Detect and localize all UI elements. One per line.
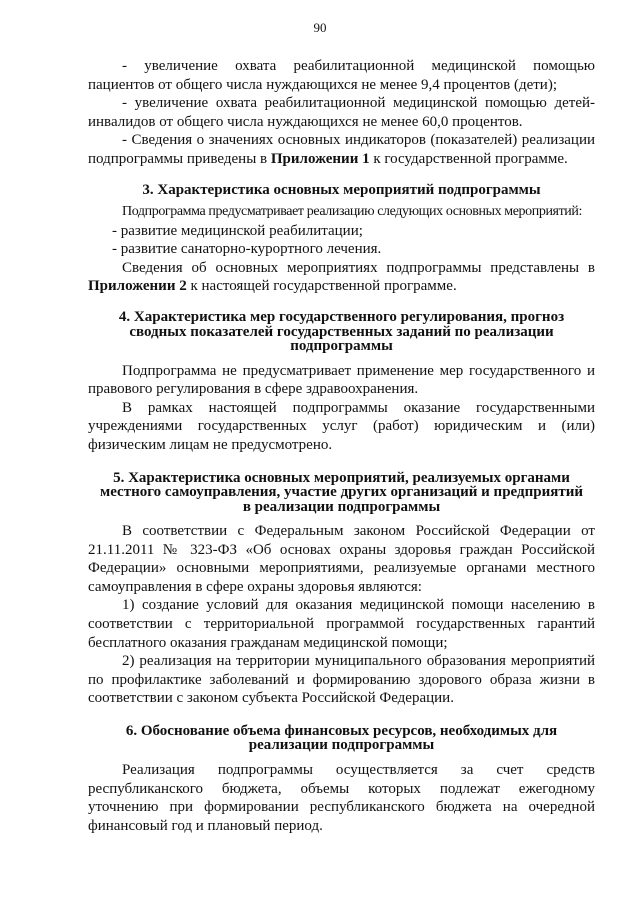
heading-line: местного самоуправления, участие других организаций и предприятий — [99, 484, 583, 500]
heading-line: подпрограммы — [290, 338, 393, 355]
paragraph-line: Реализация подпрограммы осуществляется за счет средств — [122, 761, 595, 778]
paragraph-line: - увеличение охвата реабилитационной медицинской помощью детей- — [122, 95, 595, 112]
section-heading: 3. Характеристика основных мероприятий подпрограммы — [142, 181, 541, 198]
paragraph-line: республиканского бюджета, объемы которых подлежат ежегодному — [88, 780, 595, 797]
paragraph-line: Подпрограмма не предусматривает применение мер государственного и — [122, 362, 595, 379]
paragraph-line: уточнению при формировании республиканского бюджета на очередной — [88, 799, 595, 816]
paragraph-line: 21.11.2011 № 323-ФЗ «Об основах охраны здоровья граждан Российской — [88, 541, 595, 558]
paragraph-line: соответствии с территориальной программой государственных гарантий — [88, 615, 595, 632]
heading-line: 5. Характеристика основных мероприятий, реализуемых органами — [113, 469, 570, 486]
heading-line: 4. Характеристика мер государственного регулирования, прогноз — [118, 309, 565, 326]
heading-line: 6. Обоснование объема финансовых ресурсов, необходимых для — [125, 722, 558, 739]
text-run: к государственной программе. — [369, 150, 568, 167]
appendix-reference: Приложении 1 — [270, 150, 370, 167]
section-heading — [88, 724, 595, 753]
paragraph-line: Федерации» основными мероприятиями, реализуемые органами местного — [88, 560, 595, 577]
paragraph-line: пациентов от общего числа нуждающихся не менее 9,4 процентов (дети); — [88, 76, 557, 93]
paragraph-line: инвалидов от общего числа нуждающихся не менее 60,0 процентов. — [88, 113, 523, 130]
heading-line: в реализации подпрограммы — [242, 498, 441, 515]
paragraph-line — [88, 150, 595, 169]
paragraph-line: по профилактике заболеваний и формированию здорового образа жизни в — [88, 671, 595, 688]
paragraph-line: учреждениями государственных услуг (работ) юридическим и (или) — [88, 418, 595, 435]
paragraph-line: Подпрограмма предусматривает реализацию следующих основных мероприятий: — [122, 204, 582, 220]
document-body — [88, 57, 595, 835]
paragraph-line: самоуправления в сфере охраны здоровья являются: — [88, 578, 422, 595]
paragraph-line: физическим лицам не предусмотрено. — [88, 436, 333, 453]
page-number: 90 — [313, 20, 327, 35]
paragraph-line: - увеличение охвата реабилитационной медицинской помощью — [122, 58, 595, 74]
list-item: - развитие медицинской реабилитации; — [112, 222, 363, 239]
paragraph-line: 2) реализация на территории муниципального образования мероприятий — [122, 653, 595, 670]
paragraph-line: бесплатного оказания гражданам медицинской помощи; — [88, 634, 448, 651]
paragraph-line: правового регулирования в сфере здравоохранения. — [88, 381, 419, 398]
paragraph-line — [88, 277, 595, 296]
text-run: подпрограммы приведены в — [88, 150, 271, 167]
heading-line: реализации подпрограммы — [248, 737, 435, 754]
section-heading — [88, 471, 595, 515]
paragraph-line: Сведения об основных мероприятиях подпрограммы представлены в — [122, 259, 595, 276]
paragraph-line: В соответствии с Федеральным законом Российской Федерации от — [122, 523, 595, 539]
section-heading — [88, 310, 595, 354]
paragraph-line: В рамках настоящей подпрограммы оказание государственными — [122, 399, 595, 416]
paragraph-line: - Сведения о значениях основных индикаторов (показателей) реализации — [122, 132, 595, 149]
paragraph-line: 1) создание условий для оказания медицинской помощи населению в — [122, 597, 595, 614]
text-run: к настоящей государственной программе. — [186, 278, 457, 295]
appendix-reference: Приложении 2 — [88, 278, 187, 295]
paragraph-line: финансовый год и плановый период. — [88, 817, 323, 834]
heading-line: сводных показателей государственных заданий по реализации — [129, 323, 554, 340]
list-item: - развитие санаторно-курортного лечения. — [112, 241, 382, 258]
paragraph-line: соответствии с законом субъекта Российской Федерации. — [88, 690, 454, 707]
